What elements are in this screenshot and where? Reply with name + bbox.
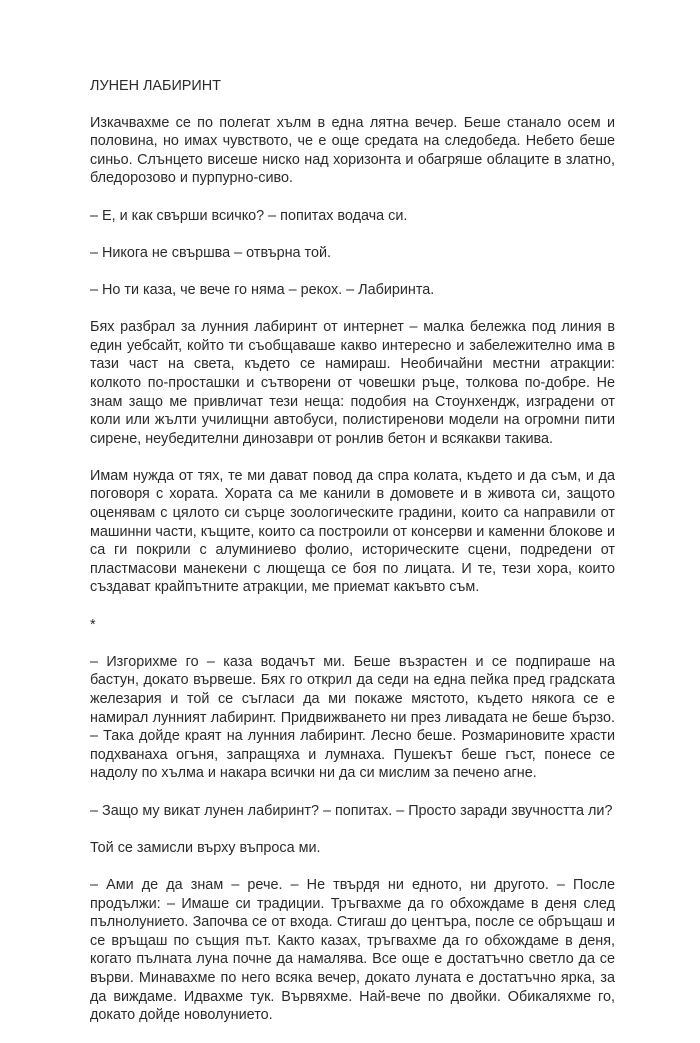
document-body — [90, 77, 615, 1043]
story-title: ЛУНЕН ЛАБИРИНТ — [90, 78, 221, 94]
section-separator: * — [90, 616, 96, 633]
dialogue-line: – Е, и как свърши всичко? – попитах водача си. — [90, 207, 408, 224]
paragraph-pondering: Той се замисли върху въпроса ми. — [90, 839, 321, 856]
dialogue-line: – Защо му викат лунен лабиринт? – попитах. – Просто заради звучността ли? — [90, 802, 613, 819]
dialogue-line: – Но ти каза, че вече го няма – рекох. – Лабиринта. — [90, 281, 435, 298]
paragraph-traditions: – Ами де да знам – рече. – Не твърдя ни едното, ни другото. – После продължи: – Имаше си традиции. Тръгвахме да го обхождаме в деня след пълнолунието. Започва се от входа. Стигаш до центъра, после се обръщаш и се връщаш по същия път. Както казах, тръгвахме да го обхождаме в деня, когато пълната луна почне да намалява. Все още е достатъчно светло да се върви. Минавахме по него всяка вечер, докато луната е достатъчно ярка, за да виждаме. Идвахме тук. Вървяхме. Най-вече по двойки. Обикаляхме го, докато дойде новолунието. — [90, 876, 615, 1024]
paragraph-attractions: Имам нужда от тях, те ми дават повод да спра колата, където и да съм, и да поговоря с хората. Хората са ме канили в домовете и в живота си, защото оценявам с цялото си сърце зоологическите градини, които са направили от машинни части, къщите, които са построили от консерви и каменни блокове и са ги покрили с алуминиево фолио, историческите сцени, подредени от пластмасови манекени с лющеща се боя по лицата. И те, тези хора, които създават крайпътните атракции, ме приемат какъвто съм. — [90, 467, 615, 596]
dialogue-line: – Никога не свършва – отвърна той. — [90, 244, 332, 261]
paragraph-opening: Изкачвахме се по полегат хълм в една лятна вечер. Беше станало осем и половина, но имах чувството, че е още средата на следобеда. Небето беше синьо. Слънцето висеше ниско над хоризонта и обагряше облаците в златно, бледорозово и пурпурно-сиво. — [90, 114, 615, 187]
paragraph-burning: – Изгорихме го – каза водачът ми. Беше възрастен и се подпираше на бастун, докато вървеше. Бях го открил да седи на една пейка пред градската железария и той се съгласи да ми покаже мястото, където някога се е намирал лунният лабиринт. Придвижването ни през ливадата не беше бързо. – Така дойде краят на лунния лабиринт. Лесно беше. Розмариновите храсти подхванаха огъня, запращяха и лумнаха. Пушекът беше гъст, понесе се надолу по хълма и накара всички ни да си мислим за печено агне. — [90, 653, 615, 782]
paragraph-internet: Бях разбрал за лунния лабиринт от интернет – малка бележка под линия в един уебсайт, който ти съобщаваше какво интересно и забележително има в тази част на света, където се намираш. Необичайни местни атракции: колкото по-просташки и сътворени от човешки ръце, толкова по-добре. Не знам защо ме привличат тези неща: подобия на Стоунхендж, изградени от коли или жълти училищни автобуси, полистиренови модели на огромни пити сирене, неубедителни динозаври от ронлив бетон и всякакви такива. — [90, 319, 615, 447]
